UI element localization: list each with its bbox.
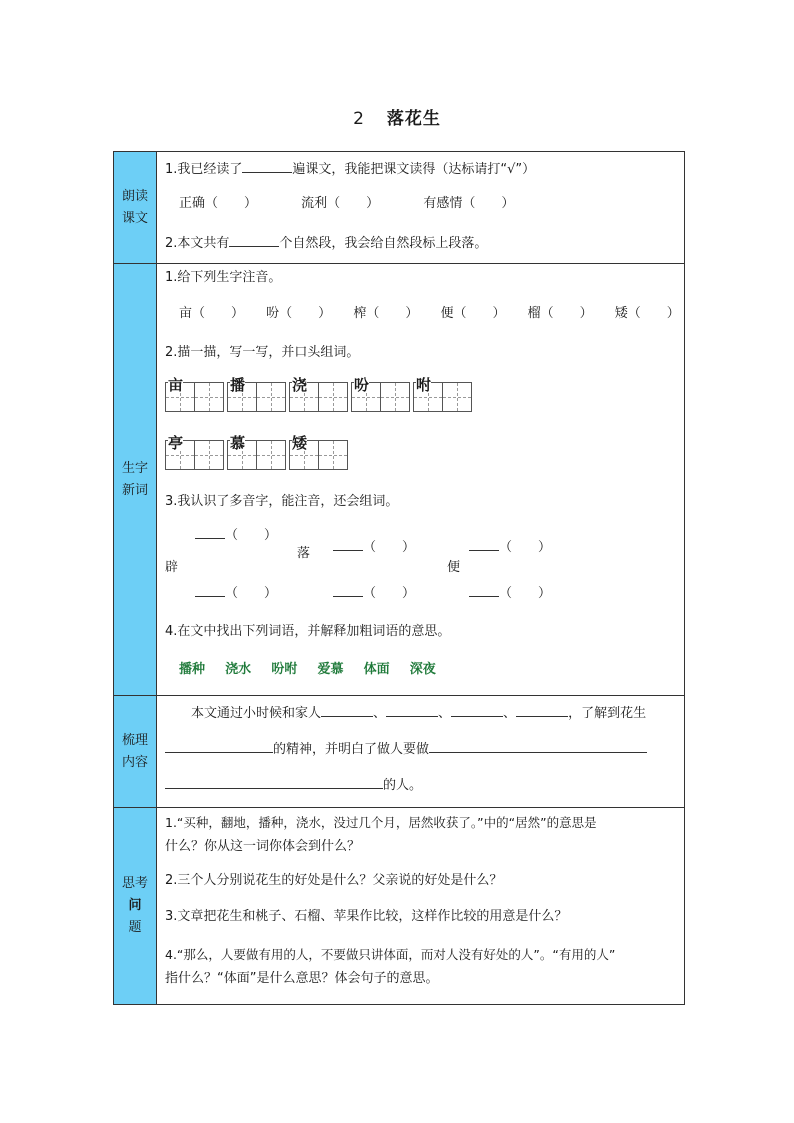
check-fluent[interactable]: 流利（ ） (301, 196, 380, 211)
trace-cell[interactable] (289, 376, 319, 412)
reading-q2-prefix: 2.本文共有 (165, 236, 230, 251)
trace-cell[interactable] (351, 376, 381, 412)
write-cell[interactable] (318, 440, 348, 470)
label-think-line: 问 (128, 898, 142, 913)
trace-pair (289, 376, 347, 412)
summary-sep: 、 (503, 706, 517, 721)
summary-l2-mid: 的精神，并明白了做人要做 (273, 742, 430, 757)
poly-blank[interactable] (333, 536, 363, 551)
trace-pair (227, 376, 285, 412)
content-reading (157, 152, 685, 264)
trace-char: 矮 (292, 434, 308, 452)
summary-line-1 (165, 702, 679, 724)
vocab-word: 体面 (363, 662, 390, 677)
trace-pair (413, 376, 471, 412)
poly-paren: （ ） (499, 540, 552, 555)
content-summary (157, 696, 685, 808)
label-reading-text: 朗读课文 (121, 188, 148, 226)
vocab-word: 播种 (179, 662, 206, 677)
summary-blank[interactable] (516, 702, 568, 717)
poly-paren: （ ） (225, 528, 278, 543)
think-q1-line2: 什么？你从这一词你体会到什么？ (165, 839, 361, 854)
check-emotion[interactable]: 有感情（ ） (423, 196, 515, 211)
trace-cell[interactable] (413, 376, 443, 412)
poly-blank[interactable] (469, 536, 499, 551)
label-summary-text: 梳理内容 (121, 732, 148, 770)
trace-char: 咐 (416, 376, 432, 394)
poly-paren: （ ） (225, 586, 278, 601)
summary-sep: 、 (438, 706, 452, 721)
label-summary (114, 696, 157, 808)
summary-l1-suffix: ，了解到花生 (568, 706, 647, 721)
pinyin-ai[interactable]: 矮（ ） (614, 306, 680, 321)
poly-char-bi: 辟 (165, 560, 179, 575)
label-reading (114, 152, 157, 264)
write-cell[interactable] (194, 382, 224, 412)
trace-char: 慕 (230, 434, 246, 452)
section-think (114, 808, 685, 1005)
summary-blank[interactable] (386, 702, 438, 717)
poly-paren: （ ） (499, 586, 552, 601)
content-chars (157, 264, 685, 696)
poly-luo-upper (333, 536, 415, 558)
pinyin-bian[interactable]: 便（ ） (440, 306, 506, 321)
reading-q1-suffix: 遍课文，我能把课文读得（达标请打“√”） (292, 162, 536, 177)
poly-blank[interactable] (195, 582, 225, 597)
think-q3: 3.文章把花生和桃子、石榴、苹果作比较，这样作比较的用意是什么？ (165, 909, 568, 924)
reading-q1 (165, 158, 535, 180)
trace-char: 播 (230, 376, 246, 394)
paragraph-count-blank[interactable] (229, 232, 279, 247)
vocab-row (179, 660, 452, 680)
lesson-number: 2 (353, 109, 365, 129)
summary-line-2 (165, 738, 679, 760)
pinyin-liu[interactable]: 榴（ ） (527, 306, 593, 321)
check-correct[interactable]: 正确（ ） (179, 196, 258, 211)
pinyin-mu[interactable]: 亩（ ） (179, 306, 245, 321)
trace-pair (165, 434, 223, 470)
label-chars-text: 生字新词 (121, 460, 148, 498)
chars-q2: 2.描一描，写一写，并口头组词。 (165, 345, 360, 360)
label-chars (114, 264, 157, 696)
poly-char-luo: 落 (297, 546, 311, 561)
vocab-word: 吩咐 (271, 662, 298, 677)
think-q4-line2: 指什么？“体面”是什么意思？体会句子的意思。 (165, 971, 439, 986)
summary-blank[interactable] (429, 738, 647, 753)
trace-row-2 (165, 434, 347, 470)
trace-cell[interactable] (227, 434, 257, 470)
trace-cell[interactable] (165, 376, 195, 412)
trace-pair (227, 434, 285, 470)
section-summary (114, 696, 685, 808)
poly-blank[interactable] (333, 582, 363, 597)
label-think-line: 思考 (121, 876, 148, 891)
trace-pair (351, 376, 409, 412)
trace-char: 浇 (292, 376, 308, 394)
poly-paren: （ ） (363, 586, 416, 601)
pinyin-zha[interactable]: 榨（ ） (353, 306, 419, 321)
label-think-line: 题 (128, 920, 142, 935)
summary-sep: 、 (373, 706, 387, 721)
write-cell[interactable] (442, 382, 472, 412)
chars-q4: 4.在文中找出下列词语，并解释加粗词语的意思。 (165, 624, 451, 639)
trace-char: 亭 (168, 434, 184, 452)
vocab-word: 浇水 (225, 662, 252, 677)
poly-blank[interactable] (195, 524, 225, 539)
pinyin-row (179, 304, 680, 324)
label-think (114, 808, 157, 1005)
reading-q1-prefix: 1.我已经读了 (165, 162, 243, 177)
section-reading (114, 152, 685, 264)
read-count-blank[interactable] (242, 158, 292, 173)
poly-luo-lower (333, 582, 415, 604)
summary-line-3 (165, 774, 679, 796)
chars-q1: 1.给下列生字注音。 (165, 270, 282, 285)
summary-l1-prefix: 本文通过小时候和家人 (191, 706, 322, 721)
summary-blank[interactable] (165, 738, 273, 753)
write-cell[interactable] (256, 382, 286, 412)
trace-cell[interactable] (227, 376, 257, 412)
summary-l3-suffix: 的人。 (383, 778, 423, 793)
section-chars (114, 264, 685, 696)
poly-bian-lower (469, 582, 551, 604)
worksheet-table (113, 151, 685, 1005)
think-q4-line1: 4.“那么，人要做有用的人，不要做只讲体面，而对人没有好处的人”。“有用的人” (165, 947, 616, 962)
think-q1-line1: 1.“买种，翻地，播种，浇水，没过几个月，居然收获了。”中的“居然”的意思是 (165, 815, 597, 830)
write-cell[interactable] (256, 440, 286, 470)
trace-cell[interactable] (165, 434, 195, 470)
trace-char: 吩 (354, 376, 370, 394)
poly-blank[interactable] (469, 582, 499, 597)
trace-cell[interactable] (289, 434, 319, 470)
trace-char: 亩 (168, 376, 184, 394)
poly-bi-upper (195, 524, 277, 546)
content-think (157, 808, 685, 1005)
vocab-word: 爱慕 (317, 662, 344, 677)
vocab-word: 深夜 (409, 662, 436, 677)
reading-q2-suffix: 个自然段，我会给自然段标上段落。 (279, 236, 488, 251)
trace-pair (165, 376, 223, 412)
poly-bian-upper (469, 536, 551, 558)
reading-q2 (165, 232, 487, 254)
summary-blank[interactable] (165, 774, 383, 789)
summary-blank[interactable] (451, 702, 503, 717)
write-cell[interactable] (318, 382, 348, 412)
think-q2: 2.三个人分别说花生的好处是什么？父亲说的好处是什么？ (165, 873, 503, 888)
poly-paren: （ ） (363, 540, 416, 555)
summary-blank[interactable] (321, 702, 373, 717)
pinyin-fen[interactable]: 吩（ ） (266, 306, 332, 321)
write-cell[interactable] (380, 382, 410, 412)
write-cell[interactable] (194, 440, 224, 470)
reading-checks (179, 194, 552, 214)
poly-char-bian: 便 (447, 560, 461, 575)
lesson-title: 落花生 (386, 109, 441, 129)
page-title (0, 104, 794, 129)
poly-bi-lower (195, 582, 277, 604)
chars-q3: 3.我认识了多音字，能注音，还会组词。 (165, 494, 399, 509)
trace-pair (289, 434, 347, 470)
trace-row-1 (165, 376, 471, 412)
